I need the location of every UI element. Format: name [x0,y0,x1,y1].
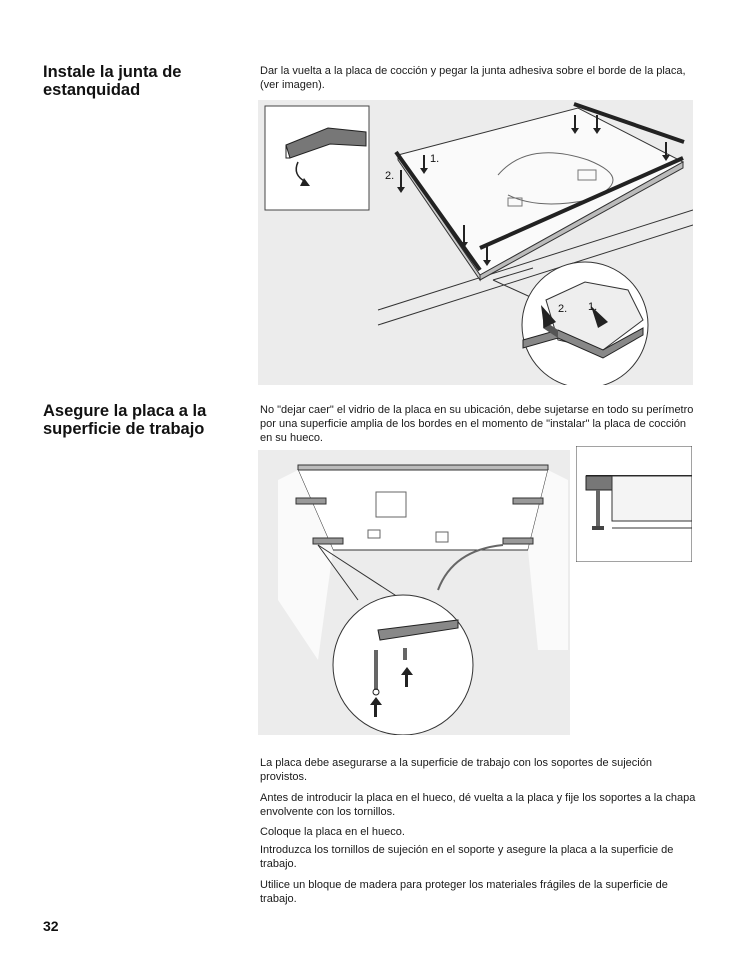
svg-text:1.: 1. [430,153,440,165]
paragraph-attach-brackets: Antes de introducir la placa en el hueco, dé vuelta a la placa y fije los soportes a la chapa envolvente con los tornillos. [260,792,696,818]
svg-text:2.: 2. [558,303,568,315]
svg-text:2.: 2. [385,170,395,182]
section-heading-secure: Asegure la placa a la superficie de trabajo [43,402,207,438]
section-heading-seal: Instale la junta de estanquidad [43,63,182,99]
seal-installation-figure [258,100,693,385]
paragraph-wood-block: Utilice un bloque de madera para proteger los materiales frágiles de la superficie de trabajo. [260,879,668,905]
section-body-seal: Dar la vuelta a la placa de cocción y pegar la junta adhesiva sobre el borde de la placa, (ver imagen). [260,65,686,91]
mounting-brackets-figure [258,450,570,735]
paragraph-brackets-provided: La placa debe asegurarse a la superficie de trabajo con los soportes de sujeción provistos. [260,757,652,783]
paragraph-insert-screws: Introduzca los tornillos de sujeción en el soporte y asegure la placa a la superficie de trabajo. [260,844,674,870]
bracket-detail-inset [576,446,692,562]
svg-text:1.: 1. [588,301,598,313]
section-body-secure: No "dejar caer" el vidrio de la placa en su ubicación, debe sujetarse en todo su perímetro por una superficie amplia de los bordes en el momento de "instalar" la placa de cocción en su hueco. [260,404,694,444]
paragraph-place-cooktop: Coloque la placa en el hueco. [260,826,405,838]
page-number: 32 [43,918,59,934]
